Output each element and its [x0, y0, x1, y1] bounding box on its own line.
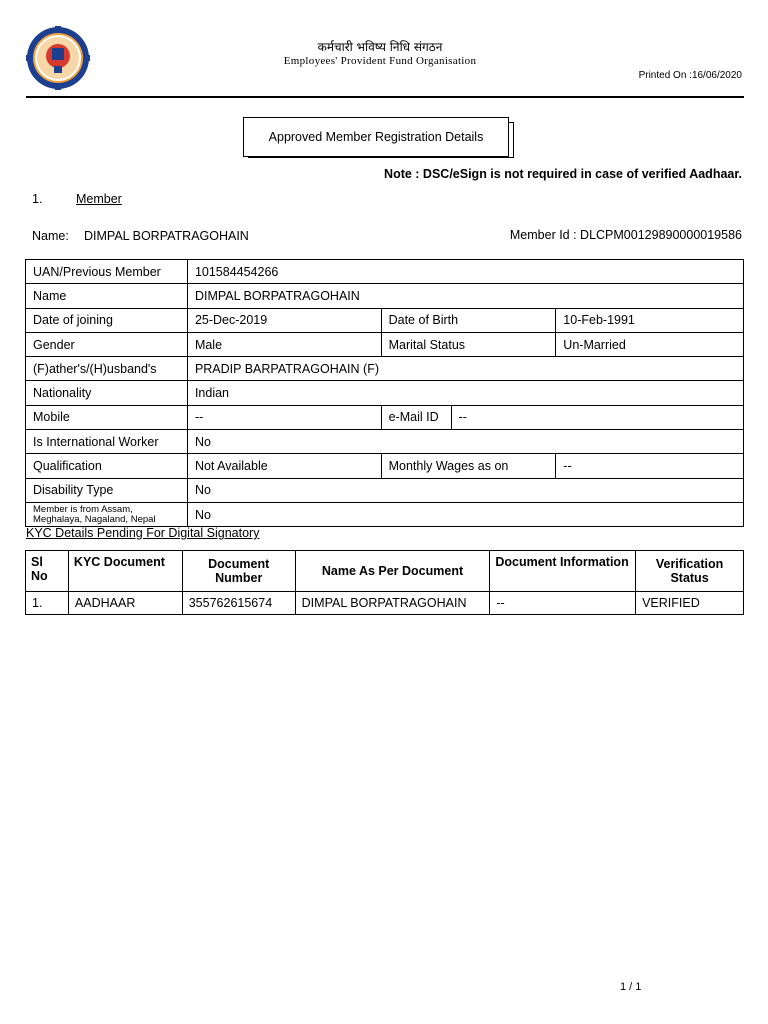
kyc-sl-no: 1. — [26, 592, 69, 615]
col-header-kyc-document: KYC Document — [68, 551, 182, 592]
nationality-label: Nationality — [26, 381, 188, 405]
kyc-pending-heading: KYC Details Pending For Digital Signatory — [26, 526, 260, 540]
wages-value: -- — [556, 454, 744, 478]
kyc-document: AADHAAR — [68, 592, 182, 615]
header-divider — [26, 96, 744, 98]
mobile-value: -- — [187, 405, 381, 429]
table-row — [26, 308, 744, 332]
dsc-note: Note : DSC/eSign is not required in case of verified Aadhaar. — [384, 167, 742, 181]
dob-label: Date of Birth — [381, 308, 556, 332]
wages-label: Monthly Wages as on — [381, 454, 556, 478]
name-label: Name — [26, 284, 188, 308]
table-row — [26, 381, 744, 405]
email-value: -- — [451, 405, 743, 429]
kyc-name-as-per-document: DIMPAL BORPATRAGOHAIN — [295, 592, 490, 615]
table-row — [26, 502, 744, 526]
gender-label: Gender — [26, 332, 188, 356]
table-row — [26, 332, 744, 356]
col-header-document-information: Document Information — [490, 551, 636, 592]
marital-value: Un-Married — [556, 332, 744, 356]
table-row — [26, 260, 744, 284]
qualification-label: Qualification — [26, 454, 188, 478]
kyc-verification-status: VERIFIED — [636, 592, 744, 615]
disability-label: Disability Type — [26, 478, 188, 502]
mobile-label: Mobile — [26, 405, 188, 429]
table-row — [26, 430, 744, 454]
doj-value: 25-Dec-2019 — [187, 308, 381, 332]
father-label: (F)ather's/(H)usband's — [26, 357, 188, 381]
nationality-value: Indian — [187, 381, 743, 405]
intl-worker-label: Is International Worker — [26, 430, 188, 454]
marital-label: Marital Status — [381, 332, 556, 356]
intl-worker-value: No — [187, 430, 743, 454]
northeast-label: Member is from Assam, Meghalaya, Nagaland, Nepal — [26, 502, 188, 526]
col-header-document-number: Document Number — [182, 551, 295, 592]
epfo-logo — [26, 26, 90, 90]
dob-value: 10-Feb-1991 — [556, 308, 744, 332]
gender-value: Male — [187, 332, 381, 356]
email-label: e-Mail ID — [381, 405, 451, 429]
document-title — [243, 117, 509, 157]
member-id: Member Id : DLCPM00129890000019586 — [509, 228, 742, 242]
qualification-value: Not Available — [187, 454, 381, 478]
member-name-value: DIMPAL BORPATRAGOHAIN — [84, 229, 249, 243]
member-name-label: Name: — [32, 229, 69, 243]
table-row — [26, 405, 744, 429]
kyc-document-number: 355762615674 — [182, 592, 295, 615]
org-name-english: Employees' Provident Fund Organisation — [283, 55, 477, 67]
org-name-hindi: कर्मचारी भविष्य निधि संगठन — [317, 40, 443, 54]
col-header-sl-no: Sl No — [26, 551, 69, 592]
table-row — [26, 357, 744, 381]
table-row — [26, 284, 744, 308]
name-value: DIMPAL BORPATRAGOHAIN — [187, 284, 743, 308]
father-value: PRADIP BARPATRAGOHAIN (F) — [187, 357, 743, 381]
col-header-verification-status: Verification Status — [636, 551, 744, 592]
table-header-row — [26, 551, 744, 592]
doj-label: Date of joining — [26, 308, 188, 332]
section-label: Member — [76, 192, 122, 206]
table-row — [26, 454, 744, 478]
uan-value: 101584454266 — [187, 260, 743, 284]
printed-on-date: Printed On :16/06/2020 — [638, 70, 742, 81]
section-number: 1. — [32, 192, 43, 206]
disability-value: No — [187, 478, 743, 502]
kyc-table — [25, 550, 744, 615]
page-number: 1 / 1 — [620, 981, 642, 993]
northeast-value: No — [187, 502, 743, 526]
table-row — [26, 478, 744, 502]
member-details-table — [25, 259, 744, 527]
uan-label: UAN/Previous Member — [26, 260, 188, 284]
table-row — [26, 592, 744, 615]
kyc-document-information: -- — [490, 592, 636, 615]
col-header-name-as-per-document: Name As Per Document — [295, 551, 490, 592]
document-title-text: Approved Member Registration Details — [268, 130, 484, 144]
